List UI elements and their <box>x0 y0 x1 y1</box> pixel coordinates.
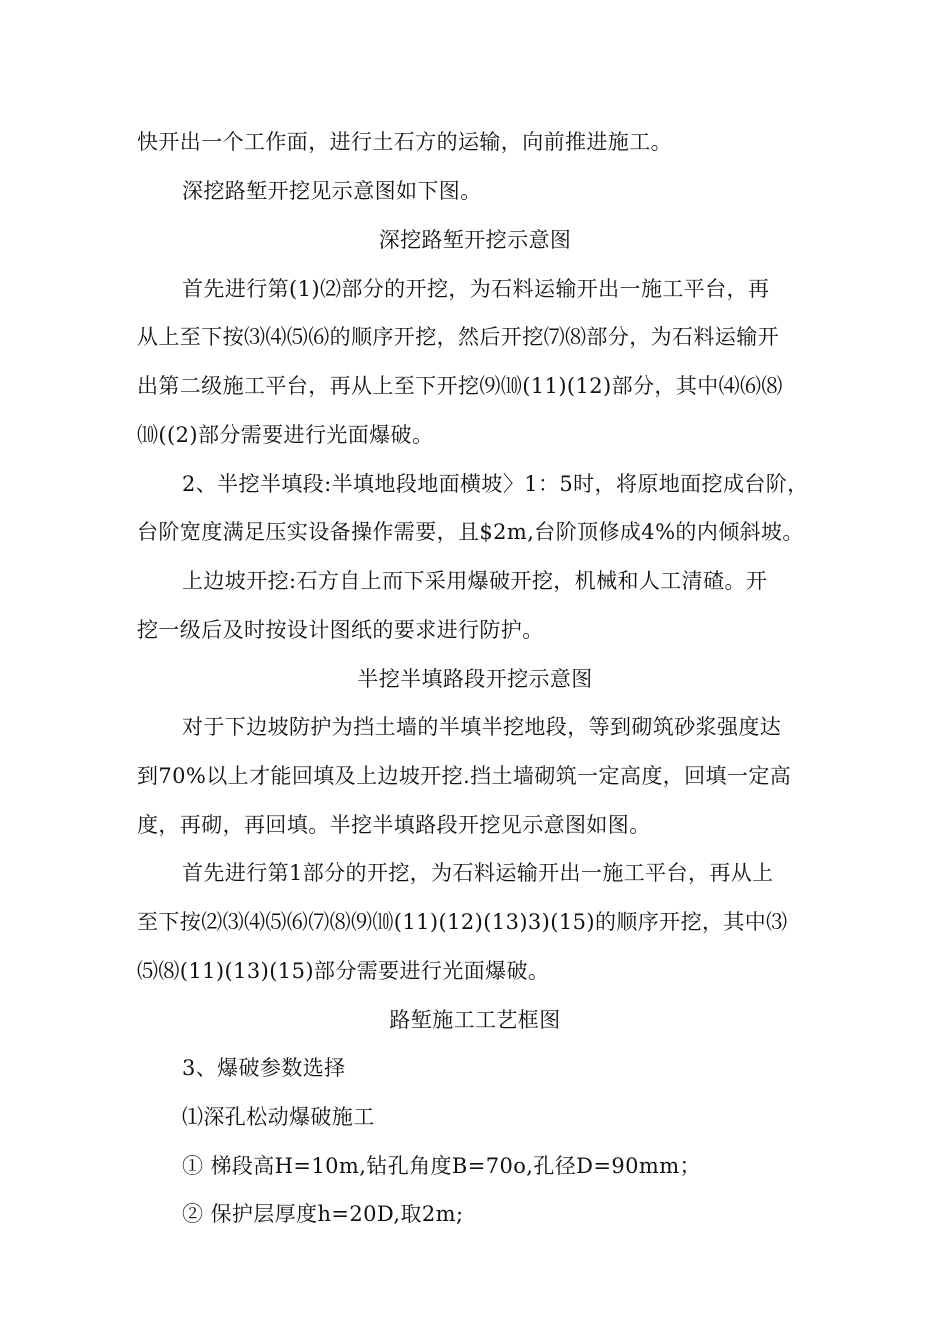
text-line: 深挖路堑开挖见示意图如下图。 <box>182 179 482 203</box>
text-line: 台阶宽度满足压实设备操作需要，且$2m,台阶顶修成4%的内倾斜坡。 <box>137 520 804 544</box>
figure-caption: 深挖路堑开挖示意图 <box>378 228 572 252</box>
figure-caption: 路堑施工工艺框图 <box>389 1008 561 1032</box>
text-line: 首先进行第(1)⑵部分的开挖，为石料运输开出一施工平台，再 <box>182 277 770 301</box>
text-line: 从上至下按⑶⑷⑸⑹的顺序开挖，然后开挖⑺⑻部分，为石料运输开 <box>137 325 779 349</box>
text-line: 快开出一个工作面，进行土石方的运输，向前推进施工。 <box>137 130 672 154</box>
text-line: 出第二级施工平台，再从上至下开挖⑼⑽(11)(12)部分，其中⑷⑹⑻ <box>137 374 783 398</box>
text-line: 至下按⑵⑶⑷⑸⑹⑺⑻⑼⑽(11)(12)(13)3)(15)的顺序开挖，其中⑶ <box>137 910 788 934</box>
text-line: 上边坡开挖:石方自上而下采用爆破开挖，机械和人工清碴。开 <box>182 569 768 593</box>
subsection-heading: ⑴深孔松动爆破施工 <box>182 1105 375 1129</box>
text-line: ⑽((2)部分需要进行光面爆破。 <box>137 423 434 447</box>
text-line: 对于下边坡防护为挡土墙的半填半挖地段，等到砌筑砂浆强度达 <box>182 715 782 739</box>
text-line: 到70%以上才能回填及上边坡开挖.挡土墙砌筑一定高度，回填一定高 <box>137 764 792 788</box>
text-line: 2、半挖半填段:半填地段地面横坡〉1：5时，将原地面挖成台阶， <box>182 472 809 496</box>
list-item: ② 保护层厚度h=20D,取2m; <box>182 1202 464 1226</box>
text-line: 挖一级后及时按设计图纸的要求进行防护。 <box>137 618 544 642</box>
list-item: ① 梯段高H=10m,钻孔角度B=70o,孔径D=90mm； <box>182 1154 701 1178</box>
text-line: 度，再砌，再回填。半挖半填路段开挖见示意图如图。 <box>137 813 651 837</box>
text-line: ⑸⑻(11)(13)(15)部分需要进行光面爆破。 <box>137 959 550 983</box>
figure-caption: 半挖半填路段开挖示意图 <box>357 667 593 691</box>
section-heading: 3、爆破参数选择 <box>182 1056 346 1080</box>
text-line: 首先进行第1部分的开挖，为石料运输开出一施工平台，再从上 <box>182 861 774 885</box>
